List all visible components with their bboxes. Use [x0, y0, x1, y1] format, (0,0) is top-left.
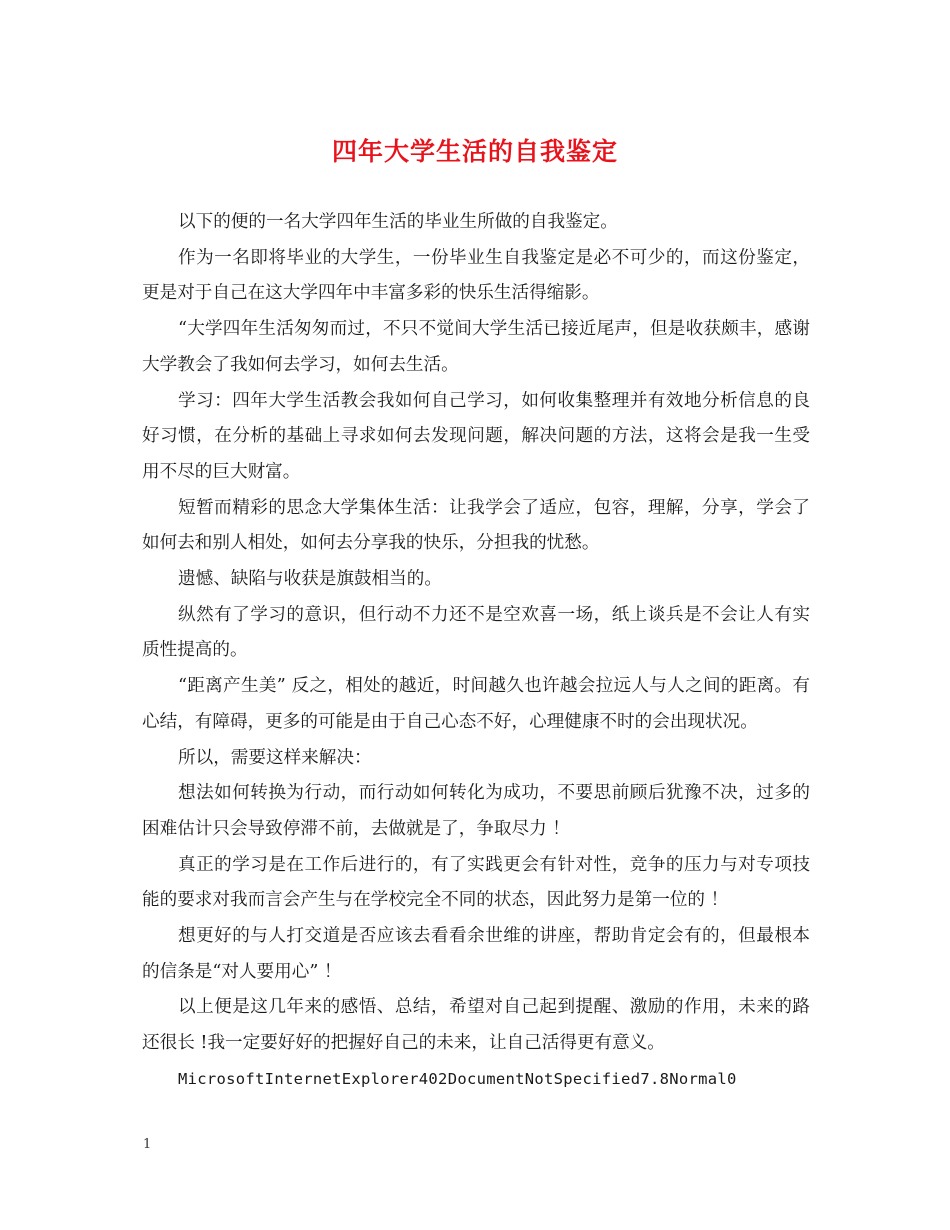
trailing-metadata-line: MicrosoftInternetExplorer402DocumentNotSpecified7.8Normal0	[178, 1069, 737, 1088]
page-number: 1	[143, 1137, 152, 1152]
paragraph: 以下的便的一名大学四年生活的毕业生所做的自我鉴定。	[178, 212, 618, 232]
paragraph: 学习：四年大学生活教会我如何自己学习，如何收集整理并有效地分析信息的良好习惯，在分析的基础上寻求如何去发现问题，解决问题的方法，这将会是我一生受用不尽的巨大财富。	[142, 390, 810, 482]
paragraph: 真正的学习是在工作后进行的，有了实践更会有针对性，竞争的压力与对专项技能的要求对我而言会产生与在学校完全不同的状态，因此努力是第一位的 ！	[142, 854, 810, 911]
paragraph: 以上便是这几年来的感悟、总结，希望对自己起到提醒、激励的作用，未来的路还很长 !我一定要好好的把握好自己的未来，让自己活得更有意义。	[142, 997, 810, 1054]
paragraph: “大学四年生活匆匆而过，不只不觉间大学生活已接近尾声，但是收获颇丰，感谢大学教会了我如何去学习，如何去生活。	[142, 319, 810, 375]
paragraph: 想更好的与人打交道是否应该去看看余世维的讲座，帮助肯定会有的，但最根本的信条是“对人要用心” ！	[142, 926, 810, 982]
paragraph: 作为一名即将毕业的大学生，一份毕业生自我鉴定是必不可少的，而这份鉴定，更是对于自己在这大学四年中丰富多彩的快乐生活得缩影。	[142, 247, 810, 304]
paragraph: “距离产生美” 反之，相处的越近，时间越久也许越会拉远人与人之间的距离。有心结，有障碍，更多的可能是由于自己心态不好，心理健康不时的会出现状况。	[142, 676, 810, 732]
paragraph: 遗憾、缺陷与收获是旗鼓相当的。	[178, 569, 442, 590]
paragraph: 所以，需要这样来解决：	[178, 747, 372, 768]
paragraph: 想法如何转换为行动，而行动如何转化为成功，不要思前顾后犹豫不决，过多的困难估计只会导致停滞不前，去做就是了，争取尽力 ！	[142, 783, 810, 839]
document-title: 四年大学生活的自我鉴定	[331, 137, 618, 166]
paragraph: 纵然有了学习的意识，但行动不力还不是空欢喜一场，纸上谈兵是不会让人有实质性提高的。	[142, 604, 810, 661]
paragraph: 短暂而精彩的思念大学集体生活：让我学会了适应，包容，理解，分享，学会了如何去和别人相处，如何去分享我的快乐，分担我的忧愁。	[142, 497, 810, 554]
document-body	[142, 205, 810, 1098]
